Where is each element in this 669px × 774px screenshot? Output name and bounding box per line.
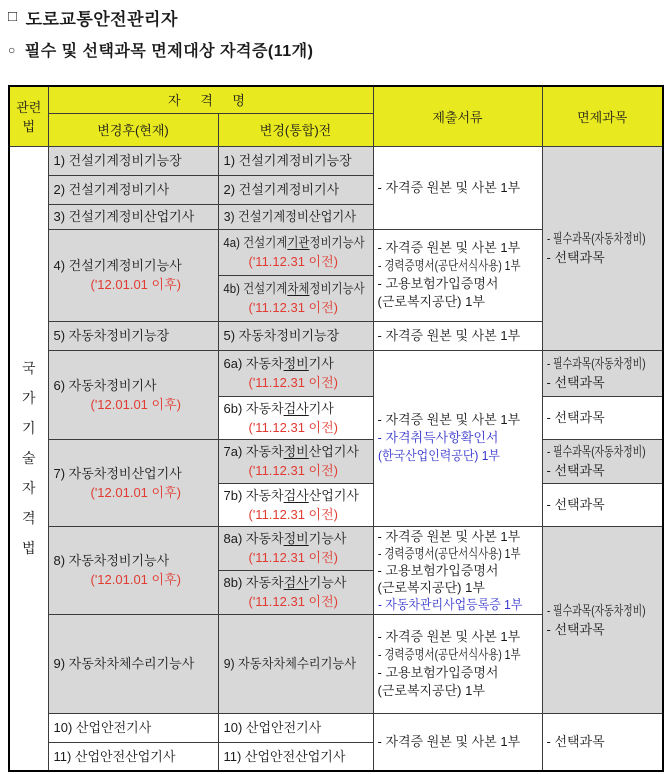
- cell-before-9: 9) 자동차차체수리기능사: [218, 614, 373, 713]
- exemption-table: [8, 85, 664, 772]
- cell-exempt-1-5: - 필수과목(자동차정비) - 선택과목: [542, 146, 663, 350]
- cell-before-7a: 7a) 자동차정비산업기사 ('11.12.31 이전): [218, 439, 373, 483]
- cell-before-8a: 8a) 자동차정비기능사 ('11.12.31 이전): [218, 526, 373, 570]
- cell-documents-6-7: - 자격증 원본 및 사본 1부 - 자격취득사항확인서 (한국산업인력공단) 1부: [373, 350, 542, 526]
- related-law-vertical-text: 국가기술자격법: [21, 360, 36, 557]
- cell-exempt-7a: - 필수과목(자동차정비) - 선택과목: [542, 439, 663, 483]
- cell-documents-5: - 자격증 원본 및 사본 1부: [373, 321, 542, 350]
- header-after-change: 변경후(현재): [48, 113, 218, 146]
- page-title: [8, 5, 178, 30]
- cell-after-9: 9) 자동차차체수리기능사: [48, 614, 218, 713]
- page-subtitle-text: 필수 및 선택과목 면제대상 자격증(11개): [24, 43, 314, 60]
- cell-after-2: 2) 건설기계정비기사: [48, 175, 218, 204]
- cell-exempt-6b: - 선택과목: [542, 396, 663, 439]
- cell-after-11: 11) 산업안전산업기사: [48, 742, 218, 771]
- cell-after-8: 8) 자동차정비기능사 ('12.01.01 이후): [48, 526, 218, 614]
- cell-after-10: 10) 산업안전기사: [48, 713, 218, 742]
- cell-before-3: 3) 건설기계정비산업기사: [218, 204, 373, 229]
- cell-exempt-10-11: - 선택과목: [542, 713, 663, 771]
- cell-after-6: 6) 자동차정비기사 ('12.01.01 이후): [48, 350, 218, 439]
- cell-documents-8: - 자격증 원본 및 사본 1부 - 경력증명서(공단서식사용) 1부 - 고용보험가입증명서 (근로복지공단) 1부 - 자동차관리사업등록증 1부: [373, 526, 542, 614]
- header-qualification-name: 자 격 명: [48, 86, 373, 113]
- cell-documents-9: - 자격증 원본 및 사본 1부 - 경력증명서(공단서식사용) 1부 - 고용보험가입증명서 (근로복지공단) 1부: [373, 614, 542, 713]
- cell-exempt-7b: - 선택과목: [542, 483, 663, 526]
- cell-documents-10-11: - 자격증 원본 및 사본 1부: [373, 713, 542, 771]
- cell-before-4b: 4b) 건설기계차체정비기능사 ('11.12.31 이전): [218, 275, 373, 321]
- cell-before-8b: 8b) 자동차검사기능사 ('11.12.31 이전): [218, 570, 373, 614]
- cell-documents-1-3: - 자격증 원본 및 사본 1부: [373, 146, 542, 229]
- cell-before-6b: 6b) 자동차검사기사 ('11.12.31 이전): [218, 396, 373, 439]
- header-before-change: 변경(통합)전: [218, 113, 373, 146]
- cell-before-1: 1) 건설기계정비기능장: [218, 146, 373, 175]
- cell-after-4: 4) 건설기계정비기능사 ('12.01.01 이후): [48, 229, 218, 321]
- header-exempt-subjects: 면제과목: [542, 86, 663, 146]
- cell-before-7b: 7b) 자동차검사산업기사 ('11.12.31 이전): [218, 483, 373, 526]
- cell-after-3: 3) 건설기계정비산업기사: [48, 204, 218, 229]
- cell-before-11: 11) 산업안전산업기사: [218, 742, 373, 771]
- cell-related-law: [9, 146, 48, 771]
- cell-before-10: 10) 산업안전기사: [218, 713, 373, 742]
- cell-documents-4: - 자격증 원본 및 사본 1부 - 경력증명서(공단서식사용) 1부 - 고용보험가입증명서 (근로복지공단) 1부: [373, 229, 542, 321]
- cell-before-5: 5) 자동차정비기능장: [218, 321, 373, 350]
- cell-before-6a: 6a) 자동차정비기사 ('11.12.31 이전): [218, 350, 373, 396]
- cell-before-2: 2) 건설기계정비기사: [218, 175, 373, 204]
- cell-after-1: 1) 건설기계정비기능장: [48, 146, 218, 175]
- cell-after-7: 7) 자동차정비산업기사 ('12.01.01 이후): [48, 439, 218, 526]
- cell-exempt-8-9: - 필수과목(자동차정비) - 선택과목: [542, 526, 663, 713]
- page-subtitle: [8, 38, 313, 61]
- header-related-law: 관련법: [9, 86, 48, 146]
- header-documents: 제출서류: [373, 86, 542, 146]
- cell-before-4a: 4a) 건설기계기관정비기능사 ('11.12.31 이전): [218, 229, 373, 275]
- cell-exempt-6a: - 필수과목(자동차정비) - 선택과목: [542, 350, 663, 396]
- cell-after-5: 5) 자동차정비기능장: [48, 321, 218, 350]
- square-bullet-icon: □: [8, 8, 18, 25]
- circle-bullet-icon: ○: [8, 42, 16, 57]
- page-title-text: 도로교통안전관리자: [25, 10, 178, 29]
